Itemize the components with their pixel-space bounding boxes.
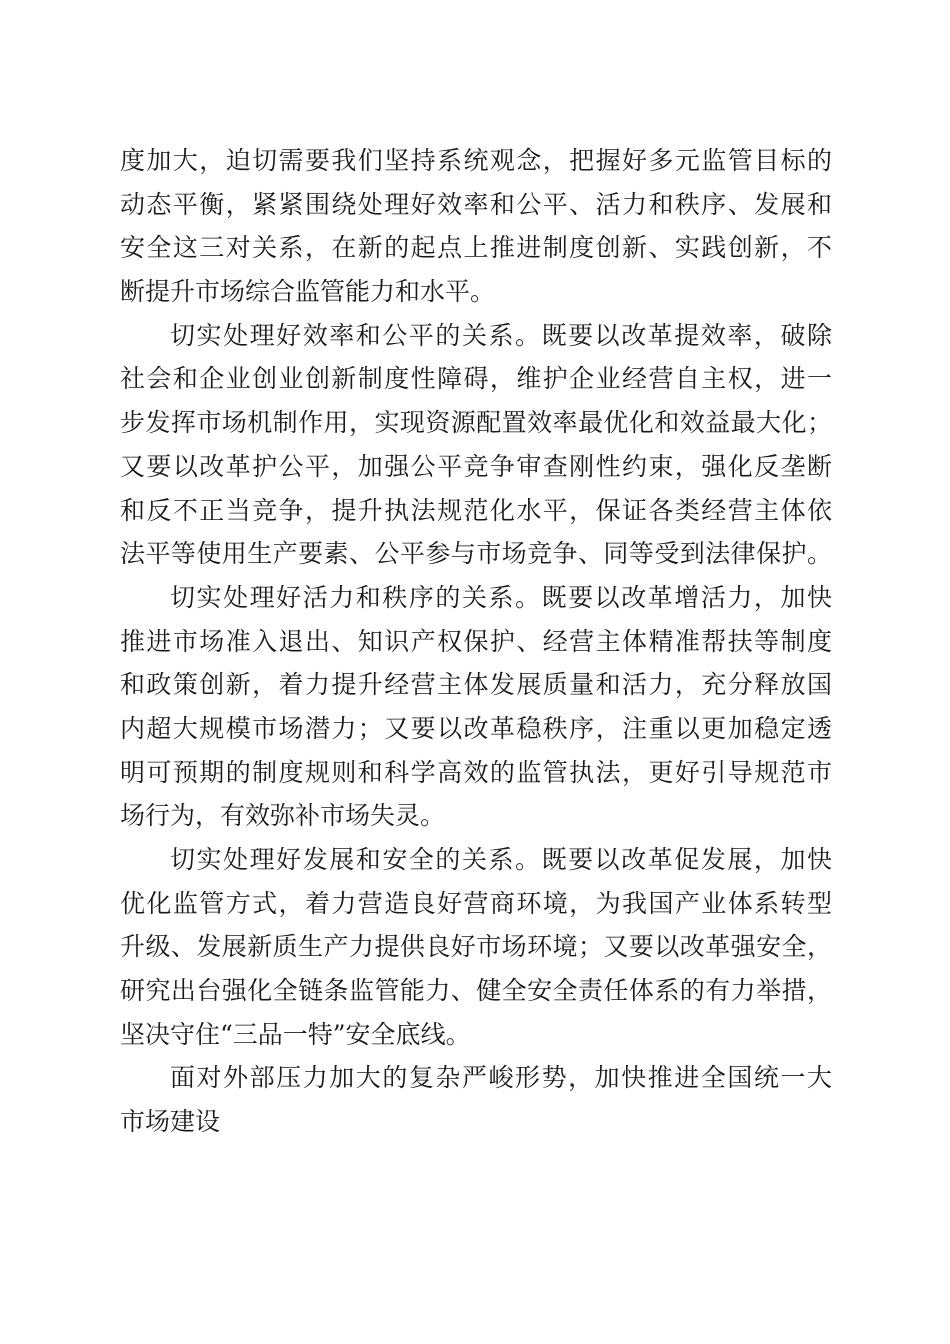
text-line: 升级、发展新质生产力提供良好市场环境；又要以改革强安全， — [120, 932, 832, 962]
text-line: 优化监管方式，着力营造良好营商环境，为我国产业体系转型 — [120, 888, 832, 918]
text-line: 和政策创新，着力提升经营主体发展质量和活力，充分释放国 — [120, 670, 832, 700]
text-line: 社会和企业创业创新制度性障碍，维护企业经营自主权，进一 — [120, 364, 832, 394]
text-line: 步发挥市场机制作用，实现资源配置效率最优化和效益最大化； — [120, 408, 832, 438]
paragraph — [120, 1056, 832, 1143]
text-line: 推进市场准入退出、知识产权保护、经营主体精准帮扶等制度 — [120, 626, 832, 656]
text-line: 和反不正当竞争，提升执法规范化水平，保证各类经营主体依 — [120, 495, 832, 525]
text-line: 又要以改革护公平，加强公平竞争审查刚性约束，强化反垄断 — [120, 451, 832, 481]
paragraph — [120, 314, 832, 576]
text-line: 法平等使用生产要素、公平参与市场竞争、同等受到法律保护。 — [120, 539, 832, 569]
text-line: 切实处理好活力和秩序的关系。既要以改革增活力，加快 — [170, 582, 832, 612]
text-line: 动态平衡，紧紧围绕处理好效率和公平、活力和秩序、发展和 — [120, 189, 832, 219]
text-line: 研究出台强化全链条监管能力、健全安全责任体系的有力举措， — [120, 976, 832, 1006]
paragraph — [120, 139, 832, 314]
text-line: 场行为，有效弥补市场失灵。 — [120, 801, 446, 831]
text-line: 市场建设 — [120, 1107, 221, 1137]
text-line: 度加大，迫切需要我们坚持系统观念，把握好多元监管目标的 — [120, 146, 832, 175]
text-line: 内超大规模市场潜力；又要以改革稳秩序，注重以更加稳定透 — [120, 713, 832, 743]
text-line: 面对外部压力加大的复杂严峻形势，加快推进全国统一大 — [170, 1063, 832, 1093]
text-line: 坚决守住“三品一特”安全底线。 — [120, 1019, 471, 1049]
text-line: 明可预期的制度规则和科学高效的监管执法，更好引导规范市 — [120, 757, 832, 787]
paragraph — [120, 838, 832, 1056]
text-line: 安全这三对关系，在新的起点上推进制度创新、实践创新，不 — [120, 233, 832, 263]
text-line: 断提升市场综合监管能力和水平。 — [120, 277, 496, 307]
paragraph — [120, 576, 832, 838]
document-page — [120, 139, 832, 1144]
text-line: 切实处理好效率和公平的关系。既要以改革提效率，破除 — [170, 320, 832, 350]
text-line: 切实处理好发展和安全的关系。既要以改革促发展，加快 — [170, 845, 832, 874]
